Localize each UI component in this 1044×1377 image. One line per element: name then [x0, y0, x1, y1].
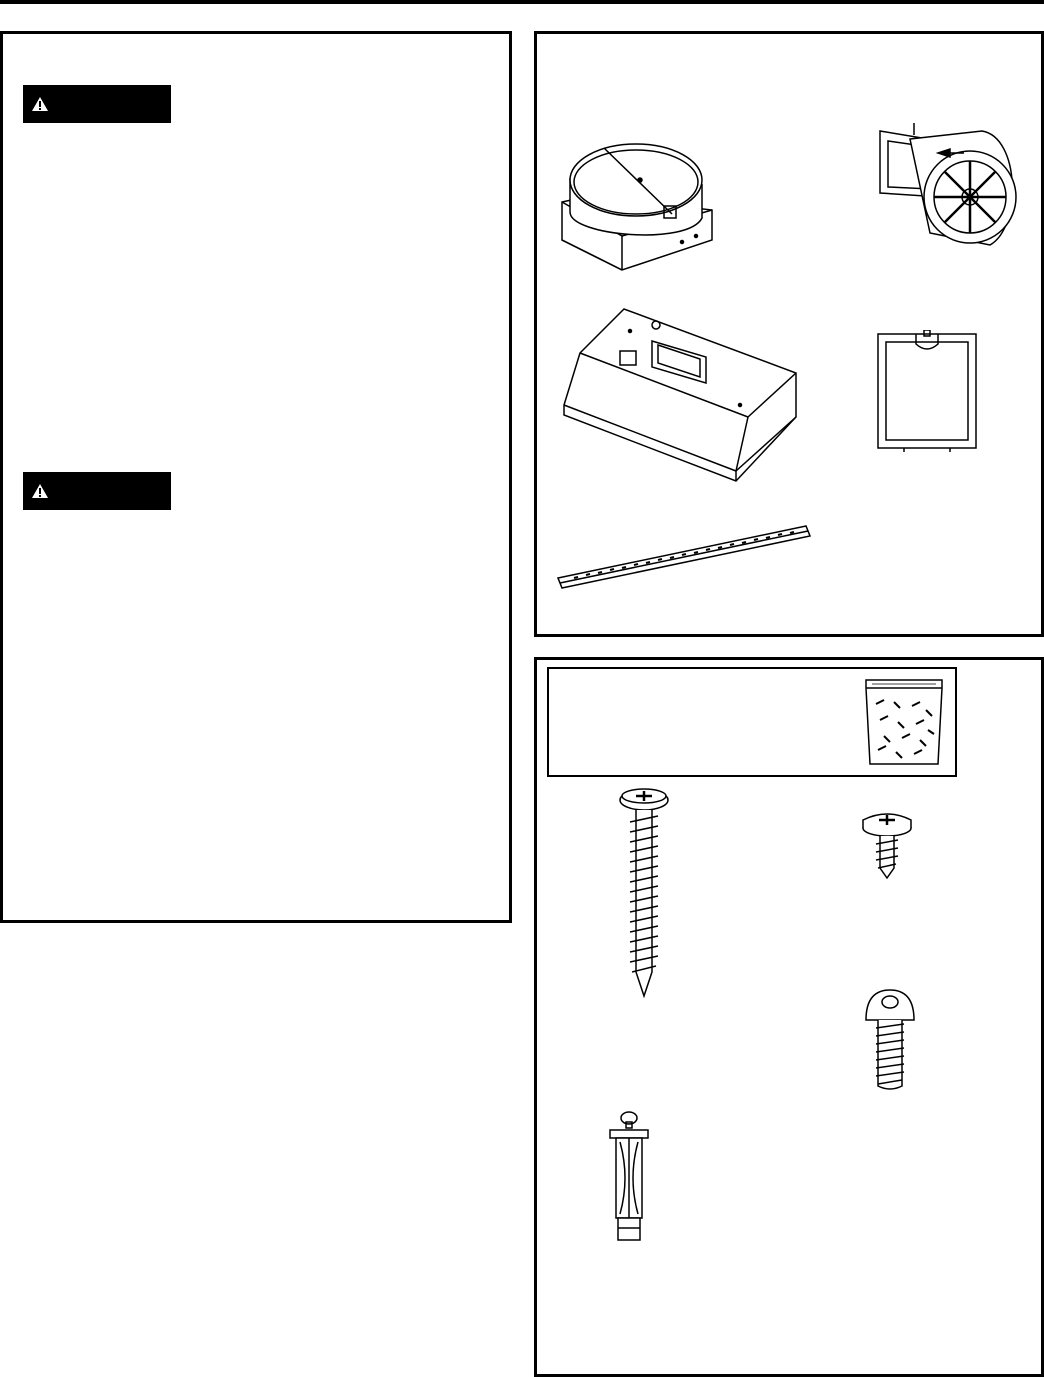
- warning-banner-1: [23, 85, 171, 123]
- grease-filter-illustration: [876, 330, 978, 452]
- damper-duct-connector-illustration: [556, 140, 716, 276]
- warning-triangle-icon: [31, 96, 49, 112]
- warning-banner-2: [23, 472, 171, 510]
- range-hood-body-illustration: [560, 305, 804, 487]
- warning-triangle-icon: [31, 483, 49, 499]
- long-wood-screw-illustration: [616, 786, 672, 1000]
- safety-panel: [0, 31, 512, 923]
- button-head-bolt-illustration: [862, 988, 918, 1092]
- hardware-bag-icon: [862, 676, 946, 768]
- blower-fan-motor-illustration: [870, 117, 1030, 253]
- short-flange-screw-illustration: [860, 810, 914, 880]
- mounting-bracket-illustration: [554, 516, 816, 592]
- wall-anchor-illustration: [606, 1108, 652, 1242]
- top-rule: [0, 0, 1044, 4]
